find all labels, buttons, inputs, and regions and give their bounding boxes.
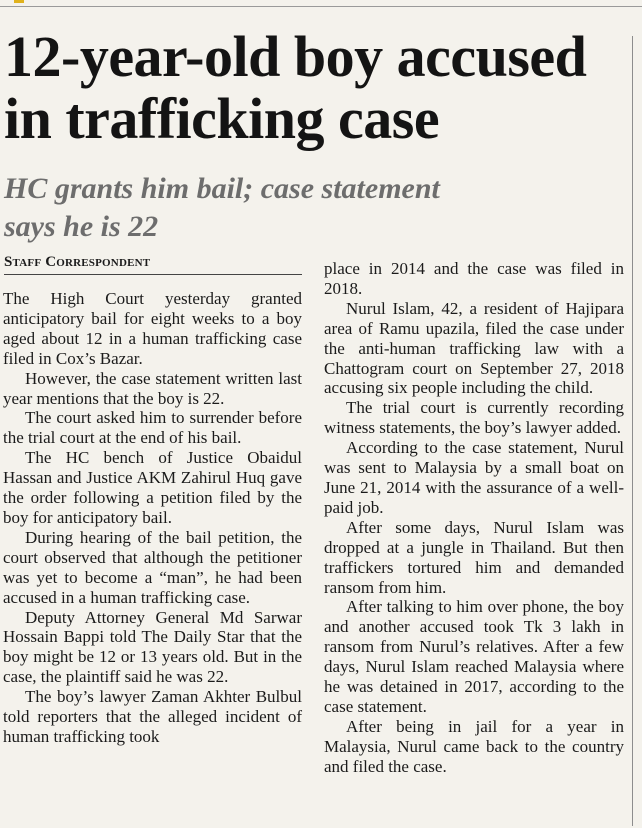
paragraph: The High Court yesterday granted anticipatory bail for eight weeks to a boy aged about 12 in a human trafficking case filed in Cox’s Bazar. <box>3 289 302 368</box>
headline: 12-year-old boy accused in trafficking case <box>4 24 587 151</box>
paragraph: According to the case statement, Nurul was sent to Malaysia by a small boat on June 21, 2014 with the assurance of a well-paid job. <box>324 438 624 517</box>
paragraph: Nurul Islam, 42, a resident of Hajipara area of Ramu upazila, filed the case under the anti-human trafficking law with a Chattogram court on September 27, 2018 accusing six people including the child. <box>324 298 624 398</box>
right-column-rule <box>632 36 633 826</box>
body-column-2 <box>324 259 624 777</box>
body-column-1 <box>3 289 302 747</box>
paragraph: The trial court is currently recording witness statements, the boy’s lawyer added. <box>324 398 624 438</box>
paragraph: The HC bench of Justice Obaidul Hassan and Justice AKM Zahirul Huq gave the order following a petition filed by the boy for anticipatory bail. <box>3 448 302 527</box>
paragraph: During hearing of the bail petition, the court observed that although the petitioner was yet to become a “man”, he had been accused in a human trafficking case. <box>3 527 302 607</box>
paragraph: The court asked him to surrender before the trial court at the end of his bail. <box>3 408 302 448</box>
paragraph: After being in jail for a year in Malaysia, Nurul came back to the country and filed the case. <box>324 716 624 776</box>
paragraph: place in 2014 and the case was filed in 2018. <box>324 259 624 298</box>
yellow-mark <box>14 0 24 3</box>
paragraph: Deputy Attorney General Md Sarwar Hossain Bappi told The Daily Star that the boy might be 12 or 13 years old. But in the case, the plaintiff said he was 22. <box>3 607 302 687</box>
paragraph: After some days, Nurul Islam was dropped at a jungle in Thailand. But then traffickers tortured him and demanded ransom from him. <box>324 517 624 597</box>
byline: Staff Correspondent <box>4 254 302 275</box>
top-margin-strip <box>0 0 642 7</box>
paragraph: The boy’s lawyer Zaman Akhter Bulbul told reporters that the alleged incident of human trafficking took <box>3 687 302 746</box>
paragraph: However, the case statement written last year mentions that the boy is 22. <box>3 368 302 408</box>
deck: HC grants him bail; case statement says he is 22 <box>4 172 440 243</box>
paragraph: After talking to him over phone, the boy and another accused took Tk 3 lakh in ransom from Nurul’s relatives. After a few days, Nurul Islam reached Malaysia where he was detained in 2017, according to the case statement. <box>324 597 624 716</box>
